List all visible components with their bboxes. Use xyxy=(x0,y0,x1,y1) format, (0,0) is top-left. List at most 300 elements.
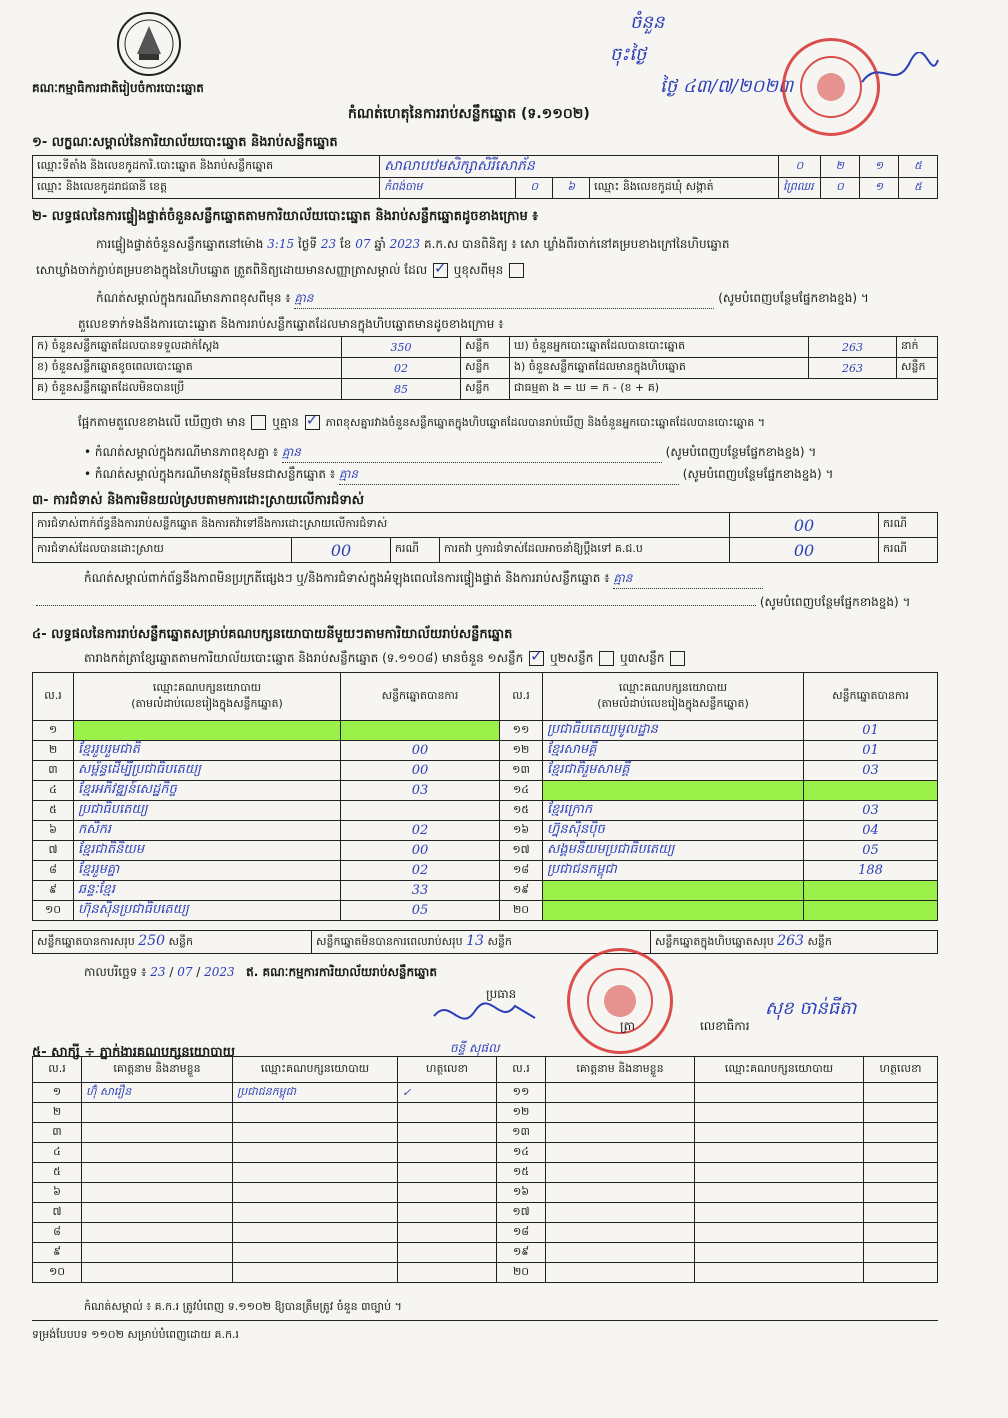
party-no: ១១ xyxy=(500,721,543,741)
party-votes: 00 xyxy=(341,741,500,761)
witness-no: ៣ xyxy=(33,1123,82,1143)
sheet-count-text: តារាងកត់ត្រាខ្សែឆ្នោតតាមការិយាល័យបោះឆ្នោត និងរាប់សន្លឹកឆ្នោត (ទ.១១០៨) មានចំនួន ១សន្លឹក xyxy=(84,651,524,665)
party-votes: 05 xyxy=(804,841,938,861)
witness-signature[interactable] xyxy=(398,1163,497,1183)
signature-top xyxy=(860,52,940,96)
party-votes: 02 xyxy=(341,861,500,881)
col-votes-left: សន្លឹកឆ្នោតបានការ xyxy=(341,673,500,721)
bullet-1-label: • កំណត់សម្គាល់ក្នុងករណីមានភាពខុសគ្នា ៖ xyxy=(84,445,279,459)
objections-value: 00 xyxy=(730,513,879,538)
party-no: ១ xyxy=(33,721,74,741)
col-party-left-sub: (តាមលំដាប់លេខរៀងក្នុងសន្លឹកឆ្នោត) xyxy=(131,696,283,710)
figures-intro: តួលេខទាក់ទងនឹងការបោះឆ្នោត និងការរាប់សន្លឹកឆ្នោតដែលមានក្នុងហិបឆ្នោតមានដូចខាងក្រោម ៖ xyxy=(78,317,504,331)
verification-month: 07 xyxy=(355,237,371,251)
witness-row xyxy=(33,1163,938,1183)
party-name: ហ៊ុនស៊ិនប្រជាធិបតេយ្យ xyxy=(74,901,341,921)
in-box-unit: សន្លឹក xyxy=(897,358,938,379)
day-label: ថ្ងៃទី xyxy=(297,237,317,251)
witness-signature[interactable] xyxy=(398,1123,497,1143)
witness-row xyxy=(33,1103,938,1123)
commune-code-1: ០ xyxy=(820,178,859,199)
no-discrepancy-checkbox[interactable] xyxy=(305,415,320,430)
sheet-count-line xyxy=(84,650,944,668)
chair-name: ចន្ទី សុផល xyxy=(450,1041,500,1055)
party-votes xyxy=(804,781,938,801)
witness-name[interactable]: ហ៊ុំ សារឿន xyxy=(82,1083,233,1103)
irregularity-line-2 xyxy=(36,594,942,612)
witness-party[interactable] xyxy=(695,1143,864,1163)
party-votes: 03 xyxy=(341,781,500,801)
party-votes: 33 xyxy=(341,881,500,901)
party-name: ហ្វ៊ុនស៊ិនប៉ិច xyxy=(543,821,804,841)
witness-signature[interactable] xyxy=(864,1243,938,1263)
witness-party[interactable] xyxy=(695,1083,864,1103)
witness-signature[interactable] xyxy=(864,1223,938,1243)
witness-party[interactable] xyxy=(233,1103,398,1123)
location-code-4: ៥ xyxy=(898,156,937,178)
witness-name[interactable] xyxy=(546,1183,695,1203)
results-row xyxy=(33,881,938,901)
section-1-table xyxy=(32,155,938,199)
objections-unit: ករណី xyxy=(879,513,938,538)
seal-line-text: សោឃ្លាំងចាក់ភ្ជាប់គម្របខាងក្នុងនៃហិបឆ្នោត ត្រួតពិនិត្យដោយមានសញ្ញាត្រាសម្គាល់ ដែល xyxy=(36,263,428,277)
irregularity-label: កំណត់សម្គាល់ពាក់ព័ន្ធនឹងភាពមិនប្រក្រតីផ្សេងៗ ឬ/និងការជំទាស់ក្នុងអំឡុងពេលនៃការផ្ទៀងផ្ទាត់ និងការរាប់សន្លឹកឆ្នោត ៖ xyxy=(84,571,610,585)
voters-value: 263 xyxy=(809,337,897,358)
party-name: ឆន្ទៈខ្មែរ xyxy=(74,881,341,901)
witness-row xyxy=(33,1123,938,1143)
witness-signature[interactable] xyxy=(398,1223,497,1243)
commune-value: ព្រៃឈរ xyxy=(778,178,820,199)
org-name: គណៈកម្មាធិការជាតិរៀបចំការបោះឆ្នោត xyxy=(32,81,204,95)
bullet-2-hint: (សូមបំពេញបន្ថែមផ្នែកខាងខ្នង) ។ xyxy=(682,467,834,481)
witness-party[interactable] xyxy=(695,1203,864,1223)
witness-name[interactable] xyxy=(546,1263,695,1283)
nec-emblem-icon xyxy=(115,10,183,78)
secretary-signature: សុខ ចាន់ធីតា xyxy=(765,998,857,1019)
chair-signature xyxy=(430,996,540,1040)
formula: ជាធម្មតា ង = ឃ = ក - (ខ + គ) xyxy=(510,379,938,400)
witness-name[interactable] xyxy=(546,1123,695,1143)
commune-code-2: ១ xyxy=(859,178,898,199)
total-valid-value: 250 xyxy=(138,933,165,949)
province-value: កំពង់ចាម xyxy=(380,178,516,199)
results-row xyxy=(33,901,938,921)
witness-no: ១០ xyxy=(33,1263,82,1283)
witness-no: ១៩ xyxy=(497,1243,546,1263)
party-no: ៣ xyxy=(33,761,74,781)
witness-signature[interactable] xyxy=(398,1183,497,1203)
note-value[interactable]: គ្មាន xyxy=(294,290,714,309)
party-name xyxy=(543,881,804,901)
witness-signature[interactable] xyxy=(398,1243,497,1263)
witness-note: កំណត់សម្គាល់ ៖ គ.ក.រ ត្រូវបំពេញ ទ.១១០២ ឱ្យបានត្រឹមត្រូវ ចំនួន ៣ច្បាប់ ។ xyxy=(84,1300,402,1313)
witness-signature[interactable] xyxy=(864,1143,938,1163)
spoiled-value: 02 xyxy=(342,358,461,379)
witness-signature[interactable] xyxy=(398,1103,497,1123)
verification-time: 3:15 xyxy=(267,237,295,251)
total-invalid-label: សន្លឹកឆ្នោតមិនបានការពេលរាប់សរុប xyxy=(316,935,463,948)
witness-row xyxy=(33,1243,938,1263)
witness-name[interactable] xyxy=(82,1203,233,1223)
chair-label: ប្រធាន xyxy=(486,987,517,1001)
party-no: ៧ xyxy=(33,841,74,861)
unused-unit: សន្លឹក xyxy=(461,379,510,400)
total-valid-unit: សន្លឹក xyxy=(168,935,193,948)
witness-col-sign-right: ហត្ថលេខា xyxy=(864,1057,938,1083)
witness-signature[interactable] xyxy=(864,1263,938,1283)
three-sheet-label: ឬ៣សន្លឹក xyxy=(619,651,665,665)
has-discrepancy-checkbox[interactable] xyxy=(251,415,266,430)
discrepancy-text-rest: ភាពខុសគ្នារវាងចំនួនសន្លឹកឆ្នោតក្នុងហិបឆ្នោតដែលបានរាប់ឃើញ និងចំនួនអ្នកបោះឆ្នោតដែលបានបោះឆ្នោត ។ xyxy=(325,416,765,429)
appeal-label: ការតវ៉ា ឬការជំទាស់ដែលអាចនាំឱ្យប្តឹងទៅ គ.ជ.ប xyxy=(440,538,730,563)
province-label: ឈ្មោះ និងលេខកូដរាជធានី ខេត្ត xyxy=(33,178,380,199)
party-votes xyxy=(804,881,938,901)
section-3-title: ៣- ការជំទាស់ និងការមិនយល់ស្របតាមការដោះស្រាយលើការជំទាស់ xyxy=(32,493,364,508)
results-row xyxy=(33,801,938,821)
discrepancy-or: ឬគ្មាន xyxy=(272,415,299,429)
two-sheet-checkbox[interactable] xyxy=(599,651,614,666)
witness-signature[interactable] xyxy=(864,1163,938,1183)
party-no: ២០ xyxy=(500,901,543,921)
resolved-value: 00 xyxy=(292,538,391,563)
location-code-1: ០ xyxy=(778,156,820,178)
secretary-label: លេខាធិការ xyxy=(700,1019,750,1033)
witness-signature[interactable]: ✓ xyxy=(398,1083,497,1103)
witness-name[interactable] xyxy=(82,1163,233,1183)
total-box-unit: សន្លឹក xyxy=(807,935,832,948)
handnote-1: ចំនួន xyxy=(630,12,665,33)
province-code-1: ០ xyxy=(516,178,553,199)
witness-no: ៨ xyxy=(33,1223,82,1243)
location-value: សាលាបឋមសិក្សាសិរីសោភ័ន xyxy=(380,156,779,178)
party-no: ១៩ xyxy=(500,881,543,901)
col-party-left-title: ឈ្មោះគណបក្សនយោបាយ xyxy=(152,680,262,694)
party-name: ខ្មែររួបរួមជាតិ xyxy=(74,741,341,761)
province-code-2: ៦ xyxy=(553,178,590,199)
witness-no: ១៧ xyxy=(497,1203,546,1223)
party-name: ខ្មែរអភិវឌ្ឍន៍សេដ្ឋកិច្ច xyxy=(74,781,341,801)
witness-row xyxy=(33,1183,938,1203)
witness-row xyxy=(33,1203,938,1223)
bullet-2 xyxy=(84,466,944,485)
party-no: ៦ xyxy=(33,821,74,841)
witness-signature[interactable] xyxy=(864,1083,938,1103)
witness-party[interactable] xyxy=(695,1103,864,1123)
party-votes: 04 xyxy=(804,821,938,841)
witness-party[interactable] xyxy=(695,1263,864,1283)
witness-party[interactable] xyxy=(233,1123,398,1143)
witness-signature[interactable] xyxy=(864,1203,938,1223)
received-label: ក) ចំនួនសន្លឹកឆ្នោតដែលបានទទួលដាក់ស្តែង xyxy=(37,339,220,352)
witness-col-no-left: ល.រ xyxy=(33,1057,82,1083)
witness-no: ៦ xyxy=(33,1183,82,1203)
witness-no: ១១ xyxy=(497,1083,546,1103)
witness-party[interactable] xyxy=(695,1123,864,1143)
col-party-left xyxy=(74,673,341,721)
results-row xyxy=(33,721,938,741)
witness-no: ៥ xyxy=(33,1163,82,1183)
witness-name[interactable] xyxy=(546,1083,695,1103)
irregularity-hint: (សូមបំពេញបន្ថែមផ្នែកខាងខ្នង) ។ xyxy=(759,595,911,609)
witness-row xyxy=(33,1143,938,1163)
in-box-label: ង) ចំនួនសន្លឹកឆ្នោតដែលមានក្នុងហិបឆ្នោត xyxy=(510,358,809,379)
year-label: ឆ្នាំ xyxy=(374,237,386,251)
party-votes: 03 xyxy=(804,761,938,781)
col-votes-right: សន្លឹកឆ្នោតបានការ xyxy=(804,673,938,721)
resolved-unit: ករណី xyxy=(391,538,440,563)
location-label: ឈ្មោះទីតាំង និងលេខកូដការិ.បោះឆ្នោត និងរាប់សន្លឹកឆ្នោត xyxy=(33,156,380,178)
witness-name[interactable] xyxy=(82,1183,233,1203)
bullet-1-value[interactable]: គ្មាន xyxy=(282,444,662,463)
party-name: ខ្មែររួមគ្នា xyxy=(74,861,341,881)
totals-table xyxy=(32,930,938,954)
total-valid-label: សន្លឹកឆ្នោតបានការសរុប xyxy=(37,935,135,948)
party-name xyxy=(543,901,804,921)
party-name: ខ្មែរសាមគ្គី xyxy=(543,741,804,761)
party-name xyxy=(543,781,804,801)
results-row xyxy=(33,781,938,801)
witness-name[interactable] xyxy=(546,1163,695,1183)
witness-no: ១៤ xyxy=(497,1143,546,1163)
witness-name[interactable] xyxy=(82,1223,233,1243)
party-votes: 02 xyxy=(341,821,500,841)
party-votes: 00 xyxy=(341,841,500,861)
col-party-right-sub: (តាមលំដាប់លេខរៀងក្នុងសន្លឹកឆ្នោត) xyxy=(597,696,749,710)
witness-signature[interactable] xyxy=(864,1183,938,1203)
witness-no: ១៣ xyxy=(497,1123,546,1143)
party-no: ១៦ xyxy=(500,821,543,841)
footer-divider xyxy=(32,1320,938,1321)
witness-party[interactable] xyxy=(695,1223,864,1243)
witness-signature[interactable] xyxy=(398,1143,497,1163)
irregularity-value[interactable]: គ្មាន xyxy=(613,570,763,589)
party-no: ១២ xyxy=(500,741,543,761)
two-sheet-label: ឬ២សន្លឹក xyxy=(549,651,594,665)
witness-col-sign-left: ហត្ថលេខា xyxy=(398,1057,497,1083)
bullet-1 xyxy=(84,444,944,463)
date-day: 23 xyxy=(150,965,166,979)
witness-col-no-right: ល.រ xyxy=(497,1057,546,1083)
commune-label: ឈ្មោះ និងលេខកូដឃុំ សង្កាត់ xyxy=(590,178,779,199)
spoiled-unit: សន្លឹក xyxy=(461,358,510,379)
location-code-2: ២ xyxy=(820,156,859,178)
unused-label: គ) ចំនួនសន្លឹកឆ្នោតដែលមិនបានប្រើ xyxy=(33,379,342,400)
witness-party[interactable] xyxy=(233,1163,398,1183)
witness-name[interactable] xyxy=(82,1123,233,1143)
date-line: កាលបរិច្ឆេទ ៖ 23 / 07 / 2023 ឥ. គណៈកម្មការការិយាល័យរាប់សន្លឹកឆ្នោត xyxy=(84,965,437,979)
witness-no: ១៦ xyxy=(497,1183,546,1203)
verification-line-rest: គ.ក.ស បានពិនិត្យ ៖ សោ ឃ្លាំងពីរចាក់នៅគម្របខាងក្រៅនៃហិបឆ្នោត xyxy=(423,237,730,251)
witness-signature[interactable] xyxy=(864,1103,938,1123)
witness-party[interactable] xyxy=(695,1163,864,1183)
party-name: ប្រជាធិបតេយ្យ xyxy=(74,801,341,821)
objections-table xyxy=(32,512,938,563)
witness-signature[interactable] xyxy=(398,1203,497,1223)
party-name xyxy=(74,721,341,741)
figures-table xyxy=(32,336,938,400)
party-name: ខ្មែរជាតិរួមសាមគ្គី xyxy=(543,761,804,781)
three-sheet-checkbox[interactable] xyxy=(670,651,685,666)
witness-party[interactable] xyxy=(695,1183,864,1203)
received-value: 350 xyxy=(342,337,461,358)
witness-name[interactable] xyxy=(546,1203,695,1223)
witness-party[interactable]: ប្រជាជនកម្ពុជា xyxy=(233,1083,398,1103)
witness-party[interactable] xyxy=(695,1243,864,1263)
witness-name[interactable] xyxy=(82,1243,233,1263)
bullet-1-hint: (សូមបំពេញបន្ថែមផ្នែកខាងខ្នង) ។ xyxy=(665,445,817,459)
seal-line xyxy=(36,262,526,280)
witness-name[interactable] xyxy=(546,1223,695,1243)
witness-party[interactable] xyxy=(233,1223,398,1243)
party-no: ១០ xyxy=(33,901,74,921)
verification-year: 2023 xyxy=(389,237,421,251)
witness-row xyxy=(33,1083,938,1103)
section-4-title: ៤- លទ្ធផលនៃការរាប់សន្លឹកឆ្នោតសម្រាប់គណបក្សនយោបាយនីមួយៗតាមការិយាល័យរាប់សន្លឹកឆ្នោត xyxy=(32,627,513,642)
discrepancy-text: ផ្អែកតាមតួលេខខាងលើ ឃើញថា មាន xyxy=(78,415,246,429)
note-hint: (សូមបំពេញបន្ថែមផ្នែកខាងខ្នង) ។ xyxy=(718,291,869,305)
bullet-2-label: • កំណត់សម្គាល់ក្នុងករណីមានវត្ថុមិនមែនជាសន្លឹកឆ្នោត ៖ xyxy=(84,467,336,481)
unused-value: 85 xyxy=(342,379,461,400)
appeal-unit: ករណី xyxy=(879,538,938,563)
party-votes: 188 xyxy=(804,861,938,881)
section-1-title: ១- លក្ខណៈសម្គាល់នៃការិយាល័យបោះឆ្នោត និងរាប់សន្លឹកឆ្នោត xyxy=(32,135,338,150)
handnote-2: ចុះថ្ងៃ xyxy=(610,44,647,65)
appeal-value: 00 xyxy=(730,538,879,563)
voters-label: ឃ) ចំនួនអ្នកបោះឆ្នោតដែលបានបោះឆ្នោត xyxy=(514,339,686,352)
different-checkbox[interactable] xyxy=(509,263,524,278)
party-name: ប្រជាធិបតេយ្យមូលដ្ឋាន xyxy=(543,721,804,741)
results-row xyxy=(33,841,938,861)
witness-col-name-right: គោត្តនាម និងនាមខ្លួន xyxy=(546,1057,695,1083)
witness-party[interactable] xyxy=(233,1183,398,1203)
col-no-left: ល.រ xyxy=(33,673,74,721)
total-box-value: 263 xyxy=(777,933,804,949)
party-name: ខ្មែរជាតិនិយម xyxy=(74,841,341,861)
spoiled-label: ខ) ចំនួនសន្លឹកឆ្នោតខូចពេលបោះឆ្នោត xyxy=(33,358,342,379)
party-votes: 03 xyxy=(804,801,938,821)
witness-no: ៧ xyxy=(33,1203,82,1223)
party-no: ១៨ xyxy=(500,861,543,881)
results-row xyxy=(33,861,938,881)
party-votes xyxy=(804,901,938,921)
witness-no: ២ xyxy=(33,1103,82,1123)
date-month: 07 xyxy=(177,965,193,979)
verification-day: 23 xyxy=(320,237,337,251)
in-box-value: 263 xyxy=(809,358,897,379)
party-name: សម្ព័ន្ធដើម្បីប្រជាធិបតេយ្យ xyxy=(74,761,341,781)
footer-text: ទម្រង់បែបបទ ១១០២ សម្រាប់បំពេញដោយ គ.ក.រ xyxy=(32,1328,239,1341)
witness-row xyxy=(33,1223,938,1243)
official-seal-bottom xyxy=(567,948,673,1054)
handnote-3: ថ្ងៃ ៤៣/៧/២០២៣ xyxy=(660,76,794,97)
month-label: ខែ xyxy=(339,237,352,251)
witness-table xyxy=(32,1056,938,1283)
party-votes: 01 xyxy=(804,721,938,741)
witness-name[interactable] xyxy=(546,1143,695,1163)
witness-col-name-left: គោត្តនាម និងនាមខ្លួន xyxy=(82,1057,233,1083)
col-party-right xyxy=(543,673,804,721)
same-checkbox[interactable] xyxy=(433,263,448,278)
discrepancy-line xyxy=(78,414,958,432)
witness-party[interactable] xyxy=(233,1143,398,1163)
party-votes: 05 xyxy=(341,901,500,921)
party-no: ៤ xyxy=(33,781,74,801)
committee-label: ឥ. គណៈកម្មការការិយាល័យរាប់សន្លឹកឆ្នោត xyxy=(246,965,437,979)
results-row xyxy=(33,741,938,761)
received-unit: សន្លឹក xyxy=(461,337,510,358)
witness-no: ១២ xyxy=(497,1103,546,1123)
party-no: ៩ xyxy=(33,881,74,901)
objections-label: ការជំទាស់ពាក់ព័ន្ធនឹងការរាប់សន្លឹកឆ្នោត និងការតវ៉ាទៅនឹងការដោះស្រាយលើការជំទាស់ xyxy=(33,513,730,538)
witness-name[interactable] xyxy=(82,1103,233,1123)
note-label: កំណត់សម្គាល់ក្នុងករណីមានភាពខុសពីមុន ៖ xyxy=(96,291,291,305)
witness-name[interactable] xyxy=(546,1103,695,1123)
one-sheet-checkbox[interactable] xyxy=(529,651,544,666)
witness-party[interactable] xyxy=(233,1203,398,1223)
resolved-label: ការជំទាស់ដែលបានដោះស្រាយ xyxy=(33,538,292,563)
party-no: ២ xyxy=(33,741,74,761)
witness-no: ៩ xyxy=(33,1243,82,1263)
irregularity-blank[interactable] xyxy=(36,605,756,606)
witness-no: ១៨ xyxy=(497,1223,546,1243)
party-votes xyxy=(341,801,500,821)
col-no-right: ល.រ xyxy=(500,673,543,721)
witness-signature[interactable] xyxy=(398,1263,497,1283)
seal-line-different: ឬខុសពីមុន xyxy=(453,263,504,277)
party-name: សង្គមនិយមប្រជាធិបតេយ្យ xyxy=(543,841,804,861)
form-title: កំណត់ហេតុនៃការរាប់សន្លឹកឆ្នោត (ទ.១១០២) xyxy=(348,106,590,122)
col-party-right-title: ឈ្មោះគណបក្សនយោបាយ xyxy=(618,680,728,694)
party-no: ១៥ xyxy=(500,801,543,821)
bullet-2-value[interactable]: គ្មាន xyxy=(339,466,679,485)
results-table xyxy=(32,672,938,921)
section-5-title: ៥- សាក្សី ÷ ភ្នាក់ងារគណបក្សនយោបាយ xyxy=(32,1045,235,1060)
party-votes xyxy=(341,721,500,741)
witness-signature[interactable] xyxy=(864,1123,938,1143)
party-votes: 00 xyxy=(341,761,500,781)
party-name: ខ្មែរក្រោក xyxy=(543,801,804,821)
results-row xyxy=(33,821,938,841)
verification-line xyxy=(96,236,956,254)
party-no: ៨ xyxy=(33,861,74,881)
note-line-1 xyxy=(96,290,946,309)
witness-name[interactable] xyxy=(546,1243,695,1263)
total-invalid-unit: សន្លឹក xyxy=(487,935,512,948)
witness-no: ១៥ xyxy=(497,1163,546,1183)
witness-no: ៤ xyxy=(33,1143,82,1163)
date-label: កាលបរិច្ឆេទ ៖ xyxy=(84,965,147,979)
verification-time-label: ការផ្ទៀងផ្ទាត់ចំនួនសន្លឹកឆ្នោតនៅម៉ោង xyxy=(96,237,264,251)
witness-col-party-right: ឈ្មោះគណបក្សនយោបាយ xyxy=(695,1057,864,1083)
witness-party[interactable] xyxy=(233,1263,398,1283)
location-code-3: ១ xyxy=(859,156,898,178)
date-year: 2023 xyxy=(204,965,235,979)
witness-no: ១ xyxy=(33,1083,82,1103)
party-name: កសិករ xyxy=(74,821,341,841)
commune-code-3: ៥ xyxy=(898,178,937,199)
witness-party[interactable] xyxy=(233,1243,398,1263)
witness-name[interactable] xyxy=(82,1263,233,1283)
seal-label: ត្រា xyxy=(620,1019,635,1033)
party-name: ប្រជាជនកម្ពុជា xyxy=(543,861,804,881)
party-no: ៥ xyxy=(33,801,74,821)
irregularity-note xyxy=(84,570,954,589)
party-no: ១៣ xyxy=(500,761,543,781)
witness-no: ២០ xyxy=(497,1263,546,1283)
party-no: ១៤ xyxy=(500,781,543,801)
party-no: ១៧ xyxy=(500,841,543,861)
witness-name[interactable] xyxy=(82,1143,233,1163)
